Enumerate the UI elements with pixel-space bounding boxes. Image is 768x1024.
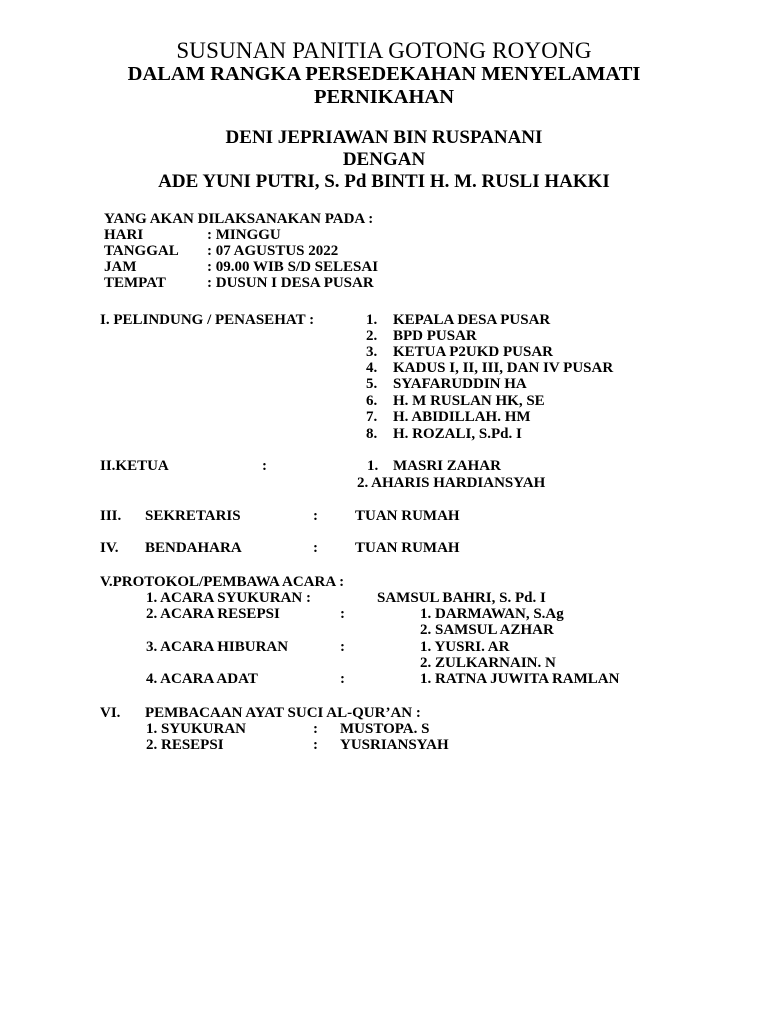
- event-intro: YANG AKAN DILAKSANAKAN PADA :: [104, 211, 374, 227]
- event-label-date: TANGGAL: [104, 243, 179, 259]
- event-value-time: : 09.00 WIB S/D SELESAI: [207, 259, 379, 275]
- protocol-label: 1. ACARA SYUKURAN :: [146, 590, 312, 606]
- list-item-number: 8.: [366, 426, 378, 442]
- list-item-name: H. ROZALI, S.Pd. I: [393, 426, 522, 442]
- protocol-colon: :: [340, 639, 345, 655]
- list-item-number: 3.: [366, 344, 378, 360]
- list-item-number: 2.: [366, 328, 378, 344]
- list-item-name: BPD PUSAR: [393, 328, 477, 344]
- section-4-value: TUAN RUMAH: [355, 540, 460, 556]
- list-item-number: 7.: [366, 409, 378, 425]
- reading-colon: :: [313, 721, 318, 737]
- groom-name: DENI JEPRIAWAN BIN RUSPANANI: [225, 127, 543, 148]
- list-item: 2. AHARIS HARDIANSYAH: [357, 475, 546, 491]
- reading-value: MUSTOPA. S: [340, 721, 430, 737]
- title-line-3: PERNIKAHAN: [313, 86, 455, 108]
- title-line-2: DALAM RANGKA PERSEDEKAHAN MENYELAMATI: [127, 63, 641, 85]
- list-item-number: 6.: [366, 393, 378, 409]
- reading-value: YUSRIANSYAH: [340, 737, 449, 753]
- list-item-number: 1.: [366, 312, 378, 328]
- bride-name: ADE YUNI PUTRI, S. Pd BINTI H. M. RUSLI HAKKI: [158, 171, 610, 192]
- event-label-time: JAM: [104, 259, 137, 275]
- section-3-value: TUAN RUMAH: [355, 508, 460, 524]
- list-item-name: KETUA P2UKD PUSAR: [393, 344, 554, 360]
- protocol-label: 3. ACARA HIBURAN: [146, 639, 289, 655]
- event-value-day: : MINGGU: [207, 227, 281, 243]
- protocol-value: 1. DARMAWAN, S.Ag: [420, 606, 564, 622]
- section-4-colon: :: [313, 540, 318, 556]
- event-value-date: : 07 AGUSTUS 2022: [207, 243, 339, 259]
- section-5-heading: V.PROTOKOL/PEMBAWA ACARA :: [100, 574, 345, 590]
- protocol-value: 2. ZULKARNAIN. N: [420, 655, 556, 671]
- section-3-number: III.: [100, 508, 122, 524]
- reading-label: 2. RESEPSI: [146, 737, 224, 753]
- title-line-1: SUSUNAN PANITIA GOTONG ROYONG: [176, 38, 592, 63]
- section-4-number: IV.: [100, 540, 119, 556]
- section-3-label: SEKRETARIS: [145, 508, 241, 524]
- list-item-name: H. M RUSLAN HK, SE: [393, 393, 545, 409]
- protocol-colon: :: [340, 671, 345, 687]
- list-item-number: 4.: [366, 360, 378, 376]
- list-item-name: SYAFARUDDIN HA: [393, 376, 527, 392]
- list-item-name: KEPALA DESA PUSAR: [393, 312, 551, 328]
- protocol-value: SAMSUL BAHRI, S. Pd. I: [377, 590, 546, 606]
- list-item-name: KADUS I, II, III, DAN IV PUSAR: [393, 360, 614, 376]
- section-6-heading: PEMBACAAN AYAT SUCI AL-QUR’AN :: [145, 705, 421, 721]
- protocol-label: 4. ACARA ADAT: [146, 671, 258, 687]
- protocol-colon: :: [340, 606, 345, 622]
- list-item-number: 1.: [367, 458, 379, 474]
- list-item-name: H. ABIDILLAH. HM: [393, 409, 531, 425]
- event-label-day: HARI: [104, 227, 144, 243]
- section-6-number: VI.: [100, 705, 121, 721]
- list-item-number: 5.: [366, 376, 378, 392]
- section-1-heading: I. PELINDUNG / PENASEHAT :: [100, 312, 315, 328]
- protocol-value: 2. SAMSUL AZHAR: [420, 622, 554, 638]
- protocol-value: 1. RATNA JUWITA RAMLAN: [420, 671, 620, 687]
- reading-label: 1. SYUKURAN: [146, 721, 247, 737]
- section-2-heading: II.KETUA: [100, 458, 169, 474]
- section-4-label: BENDAHARA: [145, 540, 242, 556]
- protocol-value: 1. YUSRI. AR: [420, 639, 510, 655]
- event-label-place: TEMPAT: [104, 275, 166, 291]
- reading-colon: :: [313, 737, 318, 753]
- protocol-label: 2. ACARA RESEPSI: [146, 606, 280, 622]
- list-item-name: MASRI ZAHAR: [393, 458, 501, 474]
- with-word: DENGAN: [342, 149, 426, 170]
- section-2-colon: :: [262, 458, 267, 474]
- event-value-place: : DUSUN I DESA PUSAR: [207, 275, 374, 291]
- section-3-colon: :: [313, 508, 318, 524]
